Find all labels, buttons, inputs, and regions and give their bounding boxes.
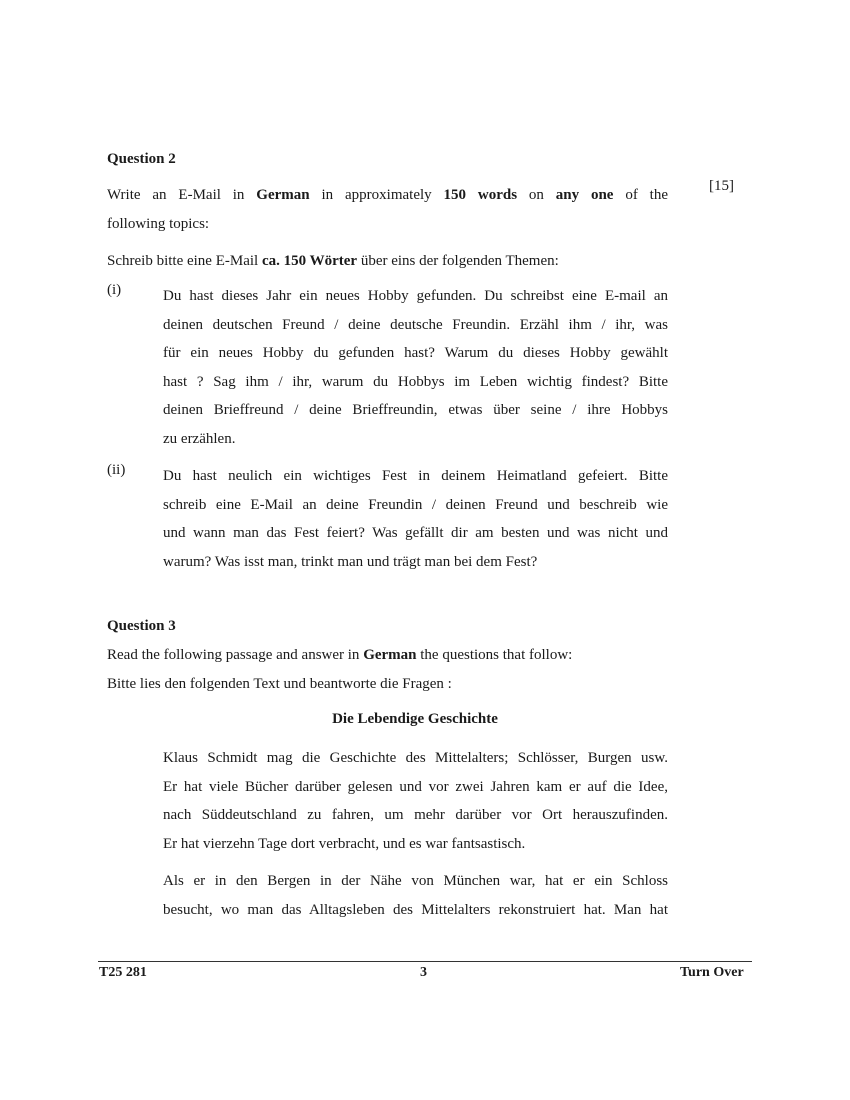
- item-i-label: (i): [107, 282, 122, 298]
- item-i-line: Du hast dieses Jahr ein neues Hobby gefunden. Du schreibst eine E-mail an: [163, 288, 668, 304]
- item-ii-label: (ii): [107, 462, 126, 478]
- item-ii-line: schreib eine E-Mail an deine Freundin / deinen Freund und beschreib wie: [163, 496, 668, 513]
- question-2-heading: Question 2: [107, 151, 176, 167]
- passage-line: Klaus Schmidt mag die Geschichte des Mittelalters; Schlösser, Burgen usw.: [163, 750, 668, 766]
- passage-line: Er hat vierzehn Tage dort verbracht, und es war fantsastisch.: [163, 835, 526, 852]
- question-3-german-instruction: Bitte lies den folgenden Text und beantworte die Fragen :: [107, 676, 452, 692]
- instruction-line-1: Write an E-Mail in German in approximately 150 words on any one of the: [107, 187, 669, 203]
- footer-code: T25 281: [99, 965, 147, 980]
- question-2-marks: [15]: [709, 178, 734, 194]
- footer-page-number: 3: [420, 965, 427, 980]
- item-i-line: deinen Brieffreund / deine Brieffreundin, etwas über seine / ihre Hobbys: [163, 402, 668, 418]
- question-2-instruction: [107, 181, 668, 238]
- item-i-line: deinen deutschen Freund / deine deutsche Freundin. Erzähl ihm / ihr, was: [163, 316, 668, 333]
- question-3-instruction: Read the following passage and answer in German the questions that follow:: [107, 647, 573, 663]
- question-2-german-instruction: Schreib bitte eine E-Mail ca. 150 Wörter über eins der folgenden Themen:: [107, 253, 559, 269]
- item-ii-line: und wann man das Fest feiert? Was gefällt dir am besten und was nicht und: [163, 525, 668, 541]
- passage-paragraph-1: [163, 744, 668, 858]
- item-i-text: [163, 282, 668, 453]
- question-3-heading: Question 3: [107, 618, 176, 634]
- footer-turn-over: Turn Over: [680, 965, 744, 980]
- passage-line: Er hat viele Bücher darüber gelesen und vor zwei Jahren kam er auf die Idee,: [163, 778, 668, 795]
- item-i-line: zu erzählen.: [163, 430, 236, 447]
- item-ii-line: Du hast neulich ein wichtiges Fest in deinem Heimatland gefeiert. Bitte: [163, 468, 668, 484]
- passage-line: nach Süddeutschland zu fahren, um mehr darüber vor Ort herauszufinden.: [163, 807, 668, 823]
- passage-title: Die Lebendige Geschichte: [332, 711, 498, 727]
- passage-paragraph-2: [163, 867, 668, 924]
- item-ii-text: [163, 462, 668, 576]
- footer-rule: [98, 961, 752, 962]
- instruction-line-2: following topics:: [107, 215, 210, 232]
- item-i-line: für ein neues Hobby du gefunden hast? Warum du dieses Hobby gewählt: [163, 345, 668, 361]
- item-i-line: hast ? Sag ihm / ihr, warum du Hobbys im Leben wichtig findest? Bitte: [163, 373, 668, 390]
- item-ii-line: warum? Was isst man, trinkt man und trägt man bei dem Fest?: [163, 553, 538, 570]
- passage-line: Als er in den Bergen in der Nähe von München war, hat er ein Schloss: [163, 873, 668, 889]
- passage-line: besucht, wo man das Alltagsleben des Mittelalters rekonstruiert hat. Man hat: [163, 901, 668, 918]
